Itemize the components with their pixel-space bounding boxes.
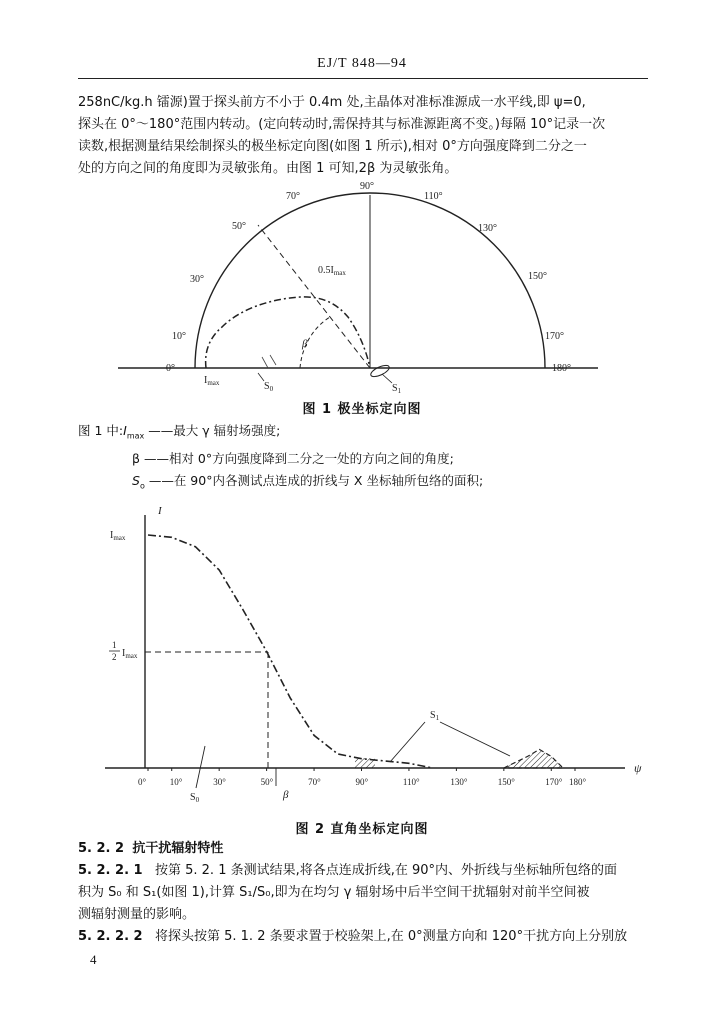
intro-line-1: 258nC/kg.h 镭源)置于探头前方不小于 0.4m 处,主晶体对准标准源成一水平线,即 ψ=0,	[78, 95, 586, 110]
section-p1-line3: 测辐射测量的影响。	[78, 907, 196, 922]
fig1-label-90: 90°	[360, 181, 374, 192]
svg-text:1: 1	[112, 640, 117, 650]
intro-line-2: 探头在 0°～180°范围内转动。(定向转动时,需保持其与标准源距离不变。)每隔 10°记录一次	[78, 117, 606, 132]
fig1-half-label: $0.5I_{max}$	[318, 265, 346, 277]
svg-text:2: 2	[112, 652, 117, 662]
fig1-half-intensity-line	[258, 225, 370, 368]
fig2-beta-label: β	[283, 789, 289, 801]
fig2-tick-90: 90°	[355, 777, 369, 787]
fig2-s0-leader	[196, 746, 205, 788]
fig2-tick-170: 170°	[545, 777, 563, 787]
intro-line-3: 读数,根据测量结果绘制探头的极坐标定向图(如图 1 所示),相对 0°方向强度降到二分之一	[78, 139, 587, 154]
fig1-imax-label: $I_{max}$	[204, 375, 220, 387]
fig2-s1-label: $S_1$	[430, 710, 440, 722]
legend-imax-line: 图 1 中$:I_{max}$ ——最大 γ 辐射场强度;	[78, 423, 281, 441]
section-p2-line1: 5. 2. 2. 2 将探头按第 5. 1. 2 条要求置于校验架上,在 0°测量方向和 120°干扰方向上分别放	[78, 929, 628, 944]
fig1-label-70: 70°	[286, 191, 300, 202]
figure1-legend	[78, 420, 658, 497]
fig2-tick-10: 10°	[169, 777, 183, 787]
svg-text:Imax: $I_{max}$	[122, 648, 138, 660]
fig2-x-axis-label: ψ	[634, 761, 642, 775]
fig1-s1-leader	[382, 374, 392, 383]
fig2-imax-label: $I_{max}$	[110, 530, 126, 542]
fig2-tick-30: 30°	[213, 777, 226, 787]
fig1-beta-label: β	[302, 338, 308, 350]
fig2-tail-hatch	[355, 758, 375, 768]
section-p1-line2: 积为 S₀ 和 S₁(如图 1),计算 S₁/S₀,即为在均匀 γ 辐射场中后半空间干扰辐射对前半空间被	[78, 885, 590, 900]
fig1-label-180: 180°	[552, 363, 571, 374]
fig1-label-130: 130°	[478, 223, 497, 234]
legend-beta-line: β ——相对 0°方向强度降到二分之一处的方向之间的角度;	[132, 450, 454, 466]
fig2-tick-70: 70°	[308, 777, 321, 787]
fig2-s0-label: $S_0$	[190, 792, 200, 804]
fig1-label-0: 0°	[166, 363, 175, 374]
fig2-s1-leader-a	[390, 722, 425, 762]
fig1-label-170: 170°	[545, 331, 564, 342]
intro-line-4: 处的方向之间的角度即为灵敏张角。由图 1 可知,2β 为灵敏张角。	[78, 161, 458, 176]
fig2-tick-180: 180°	[569, 777, 587, 787]
fig2-half-imax-label	[109, 640, 138, 662]
fig1-back-lobe	[369, 363, 391, 379]
fig2-tick-0: 0°	[138, 777, 147, 787]
fig2-tick-50: 50°	[260, 777, 274, 787]
page-number: 4	[90, 952, 97, 967]
fig1-label-150: 150°	[528, 271, 547, 282]
fig1-s0-label: $S_0$	[264, 381, 274, 393]
fig2-back-lobe	[504, 749, 563, 768]
header-rule	[78, 78, 648, 79]
fig2-tick-130: 130°	[450, 777, 468, 787]
figure1-caption: 图 1 极坐标定向图	[302, 402, 422, 417]
fig1-label-10: 10°	[172, 331, 186, 342]
intro-paragraph	[78, 92, 650, 180]
fig2-y-axis-label: I	[158, 505, 162, 517]
fig1-s0-hatch	[262, 355, 276, 368]
fig2-tick-110: 110°	[402, 777, 420, 787]
figure2-caption: 图 2 直角坐标定向图	[295, 822, 429, 837]
section-heading: 5. 2. 2 抗干扰辐射特性	[78, 841, 224, 856]
fig1-label-110: 110°	[424, 191, 443, 202]
fig1-s1-label: $S_1$	[392, 383, 402, 395]
fig1-s0-leader	[258, 373, 264, 381]
fig2-tick-150: 150°	[497, 777, 515, 787]
figure2-rect-diagram	[0, 500, 724, 810]
figure1-polar-diagram	[0, 175, 724, 395]
fig2-s1-leader-b	[440, 722, 510, 756]
fig2-tick-labels	[138, 768, 587, 787]
fig1-label-30: 30°	[190, 274, 204, 285]
legend-s0-line: $S_o$ ——在 90°内各测试点连成的折线与 X 坐标轴所包络的面积;	[132, 472, 484, 490]
fig1-label-50: 50°	[232, 221, 246, 232]
document-header: EJ/T 848—94	[317, 56, 407, 71]
section-5-2-2	[78, 838, 650, 948]
section-p1-line1: 5. 2. 2. 1 按第 5. 2. 1 条测试结果,将各点连成折线,在 90°内、外折线与坐标轴所包络的面	[78, 863, 618, 878]
fig1-directional-curve	[206, 297, 370, 368]
